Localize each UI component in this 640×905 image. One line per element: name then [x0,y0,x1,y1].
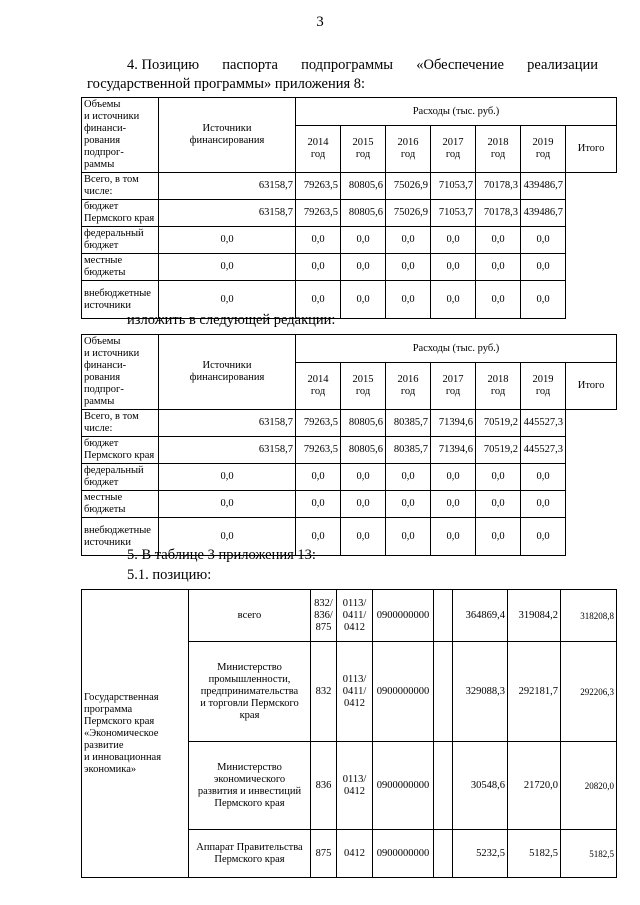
year-header: 2014 год [296,126,341,173]
target-article-cell: 0900000000 [373,642,434,742]
year-value-cell: 0,0 [296,227,341,254]
year-value-cell: 0,0 [431,281,476,319]
section4-word: «Обеспечение [416,57,504,73]
total-cell: 0,0 [521,227,566,254]
total-cell: 439486,7 [521,173,566,200]
year-value-cell: 80805,6 [341,173,386,200]
amount-cell: 292206,3 [561,642,617,742]
year-value-cell: 0,0 [431,518,476,556]
year-value-cell: 79263,5 [296,437,341,464]
year-value-cell: 80385,7 [386,410,431,437]
section51-heading: 5.1. позицию: [127,567,212,583]
source-label: бюджет Пермского края [82,200,159,227]
table-row [82,173,617,200]
expenses-header: Расходы (тыс. руб.) [296,98,617,126]
source-label: внебюджетные источники [82,518,159,556]
year-header: 2015 год [341,363,386,410]
table-row [82,590,617,642]
table-row [82,410,617,437]
year-value-cell: 0,0 [159,227,296,254]
amount-cell: 364869,4 [453,590,508,642]
source-label: местные бюджеты [82,254,159,281]
total-cell: 445527,3 [521,410,566,437]
year-value-cell: 0,0 [296,464,341,491]
year-value-cell: 0,0 [386,518,431,556]
grbs-cell: 875 [311,830,337,878]
total-cell: 0,0 [521,464,566,491]
year-value-cell: 0,0 [341,518,386,556]
target-article-cell: 0900000000 [373,742,434,830]
year-value-cell: 0,0 [431,464,476,491]
amount-cell: 21720,0 [508,742,561,830]
page-number: 3 [316,14,324,30]
section-cell: 0113/ 0411/ 0412 [337,590,373,642]
amount-cell: 319084,2 [508,590,561,642]
organization-cell: всего [189,590,311,642]
table-row [82,491,617,518]
source-label: Всего, в том числе: [82,410,159,437]
year-value-cell: 0,0 [341,281,386,319]
year-value-cell: 0,0 [341,254,386,281]
appendix13-table3 [81,589,617,878]
year-value-cell: 80805,6 [341,437,386,464]
year-header: 2019 год [521,363,566,410]
grbs-cell: 832 [311,642,337,742]
year-value-cell: 0,0 [431,254,476,281]
total-cell: 445527,3 [521,437,566,464]
total-cell: 0,0 [521,518,566,556]
program-name-cell: Государственная программа Пермского края «Экономическое развитие и инновационная экономика» [82,590,189,878]
organization-cell: Аппарат Правительства Пермского края [189,830,311,878]
section-cell: 0113/ 0411/ 0412 [337,642,373,742]
source-label: федеральный бюджет [82,464,159,491]
year-value-cell: 0,0 [341,491,386,518]
sources-header: Источники финансирования [159,335,296,410]
amount-cell: 30548,6 [453,742,508,830]
expense-type-cell [434,642,453,742]
year-header: 2016 год [386,363,431,410]
total-cell: 0,0 [521,281,566,319]
section4-line1 [127,56,598,75]
table-row [82,437,617,464]
year-header: 2018 год [476,126,521,173]
expense-type-cell [434,590,453,642]
section4-word: 4. Позицию [127,57,200,73]
year-value-cell: 0,0 [159,281,296,319]
year-value-cell: 0,0 [296,281,341,319]
year-value-cell: 0,0 [386,254,431,281]
source-label: Всего, в том числе: [82,173,159,200]
year-value-cell: 63158,7 [159,200,296,227]
year-value-cell: 63158,7 [159,410,296,437]
source-label: внебюджетные источники [82,281,159,319]
target-article-cell: 0900000000 [373,590,434,642]
source-label: федеральный бюджет [82,227,159,254]
passport-table-new [81,334,617,556]
year-value-cell: 71053,7 [431,200,476,227]
total-header: Итого [566,126,617,173]
year-value-cell: 0,0 [159,491,296,518]
grbs-cell: 836 [311,742,337,830]
row-header-cell: Объемы и источники финанси- рования подпрог- раммы [82,335,159,410]
year-value-cell: 63158,7 [159,437,296,464]
section4-line2: государственной программы» приложения 8: [87,76,366,92]
table-row [82,227,617,254]
organization-cell: Министерство экономического развития и инвестиций Пермского края [189,742,311,830]
year-value-cell: 63158,7 [159,173,296,200]
section-cell: 0412 [337,830,373,878]
year-value-cell: 0,0 [341,227,386,254]
total-header: Итого [566,363,617,410]
row-header-cell: Объемы и источники финанси- рования подпрог- раммы [82,98,159,173]
year-value-cell: 0,0 [341,464,386,491]
amount-cell: 329088,3 [453,642,508,742]
amount-cell: 5182,5 [561,830,617,878]
expense-type-cell [434,830,453,878]
table-row [82,464,617,491]
year-value-cell: 79263,5 [296,410,341,437]
year-value-cell: 70519,2 [476,437,521,464]
year-value-cell: 70519,2 [476,410,521,437]
amount-cell: 318208,8 [561,590,617,642]
source-label: бюджет Пермского края [82,437,159,464]
year-value-cell: 0,0 [159,254,296,281]
year-value-cell: 71053,7 [431,173,476,200]
table-row [82,254,617,281]
year-value-cell: 80805,6 [341,200,386,227]
year-value-cell: 0,0 [431,227,476,254]
year-value-cell: 0,0 [476,491,521,518]
year-value-cell: 0,0 [296,491,341,518]
table-row [82,200,617,227]
amount-cell: 5182,5 [508,830,561,878]
year-value-cell: 0,0 [431,491,476,518]
year-value-cell: 79263,5 [296,173,341,200]
total-cell: 0,0 [521,254,566,281]
section4-word: паспорта [222,57,278,73]
expenses-header: Расходы (тыс. руб.) [296,335,617,363]
year-value-cell: 0,0 [296,518,341,556]
year-value-cell: 0,0 [386,491,431,518]
year-value-cell: 0,0 [159,464,296,491]
year-value-cell: 0,0 [476,464,521,491]
source-label: местные бюджеты [82,491,159,518]
year-value-cell: 0,0 [476,254,521,281]
year-header: 2019 год [521,126,566,173]
year-header: 2017 год [431,126,476,173]
year-value-cell: 0,0 [386,464,431,491]
section5-heading: 5. В таблице 3 приложения 13: [127,547,316,563]
total-cell: 439486,7 [521,200,566,227]
year-value-cell: 71394,6 [431,437,476,464]
middle-text: изложить в следующей редакции: [127,312,336,328]
year-value-cell: 0,0 [476,281,521,319]
year-header: 2015 год [341,126,386,173]
year-value-cell: 0,0 [159,518,296,556]
year-value-cell: 0,0 [296,254,341,281]
year-header: 2016 год [386,126,431,173]
grbs-cell: 832/ 836/ 875 [311,590,337,642]
section4-word: реализации [527,57,598,73]
expense-type-cell [434,742,453,830]
section-cell: 0113/ 0412 [337,742,373,830]
year-value-cell: 80385,7 [386,437,431,464]
year-value-cell: 0,0 [386,227,431,254]
year-value-cell: 0,0 [476,227,521,254]
total-cell: 0,0 [521,491,566,518]
year-value-cell: 70178,3 [476,200,521,227]
year-value-cell: 79263,5 [296,200,341,227]
year-value-cell: 75026,9 [386,173,431,200]
target-article-cell: 0900000000 [373,830,434,878]
year-header: 2017 год [431,363,476,410]
year-header: 2014 год [296,363,341,410]
amount-cell: 292181,7 [508,642,561,742]
year-header: 2018 год [476,363,521,410]
year-value-cell: 71394,6 [431,410,476,437]
year-value-cell: 0,0 [476,518,521,556]
organization-cell: Министерство промышленности, предпринимательства и торговли Пермского края [189,642,311,742]
passport-table-old [81,97,617,319]
amount-cell: 20820,0 [561,742,617,830]
amount-cell: 5232,5 [453,830,508,878]
section4-word: подпрограммы [301,57,394,73]
year-value-cell: 80805,6 [341,410,386,437]
year-value-cell: 0,0 [386,281,431,319]
year-value-cell: 70178,3 [476,173,521,200]
section4-paragraph [127,56,598,75]
year-value-cell: 75026,9 [386,200,431,227]
sources-header: Источники финансирования [159,98,296,173]
